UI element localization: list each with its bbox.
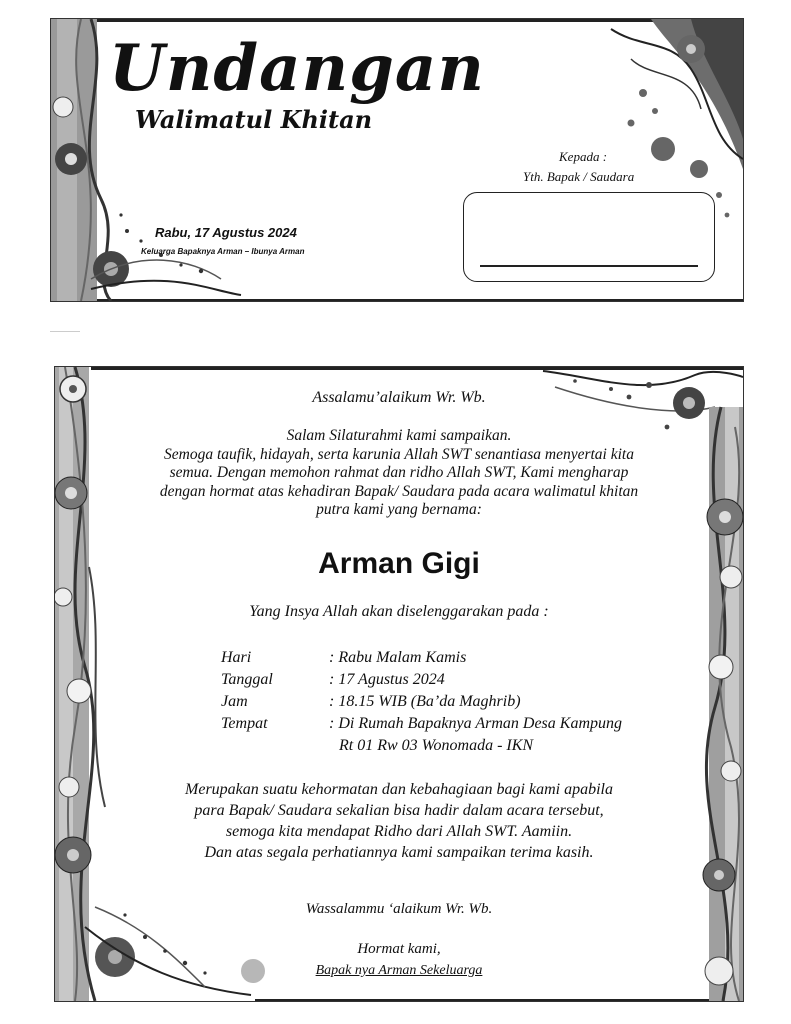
section-divider: [50, 331, 80, 332]
farewell: Wassalammu ‘alaikum Wr. Wb.: [305, 901, 493, 917]
held-text: Yang Insya Allah akan diselenggarakan pada :: [249, 603, 549, 620]
cover-subtitle: Walimatul Khitan: [135, 105, 373, 134]
closing-paragraph: [125, 779, 673, 863]
intro-line: Salam Silaturahmi kami sampaikan.: [286, 427, 512, 444]
intro-paragraph: [135, 427, 663, 520]
closing-line: Dan atas segala perhatiannya kami sampaikan terima kasih.: [204, 844, 594, 861]
detail-label-place: Tempat: [221, 715, 268, 732]
address-box: [463, 192, 715, 282]
greeting: Assalamu’alaikum Wr. Wb.: [312, 389, 486, 406]
intro-line: Semoga taufik, hidayah, serta karunia Allah SWT senantiasa menyertai kita: [164, 445, 634, 463]
cover-family: Keluarga Bapaknya Arman – Ibunya Arman: [141, 247, 305, 256]
detail-value-place: : Di Rumah Bapaknya Arman Desa Kampung: [329, 715, 623, 732]
signature: Bapak nya Arman Sekeluarga: [315, 963, 483, 978]
intro-line: putra kami yang bernama:: [316, 501, 482, 518]
detail-value-time: : 18.15 WIB (Ba’da Maghrib): [329, 693, 521, 710]
detail-value-place-line2: Rt 01 Rw 03 Wonomada - IKN: [339, 737, 534, 754]
detail-label-date: Tanggal: [221, 671, 273, 688]
detail-value-date: : 17 Agustus 2024: [329, 671, 445, 688]
cover-envelope: [50, 18, 744, 302]
closing-line: Merupakan suatu kehormatan dan kebahagiaan bagi kami apabila: [185, 781, 613, 798]
address-line: [480, 265, 698, 267]
invitation-letter: [54, 366, 744, 1002]
closing-line: para Bapak/ Saudara sekalian bisa hadir dalam acara tersebut,: [194, 802, 604, 819]
detail-label-day: Hari: [221, 649, 252, 666]
detail-value-day: : Rabu Malam Kamis: [329, 649, 467, 666]
intro-line: semua. Dengan memohon rahmat dan ridho Allah SWT, Kami mengharap: [169, 464, 629, 481]
child-name: Arman Gigi: [318, 547, 480, 580]
to-addressee: Yth. Bapak / Saudara: [523, 169, 635, 184]
closing-line: semoga kita mendapat Ridho dari Allah SWT. Aamiin.: [225, 823, 573, 840]
intro-line: dengan hormat atas kehadiran Bapak/ Saudara pada acara walimatul khitan: [159, 482, 639, 500]
to-label: Kepada :: [559, 149, 608, 164]
regards: Hormat kami,: [357, 941, 441, 957]
cover-date: Rabu, 17 Agustus 2024: [155, 225, 297, 240]
cover-title: Undangan: [109, 31, 485, 106]
detail-label-time: Jam: [221, 693, 248, 710]
